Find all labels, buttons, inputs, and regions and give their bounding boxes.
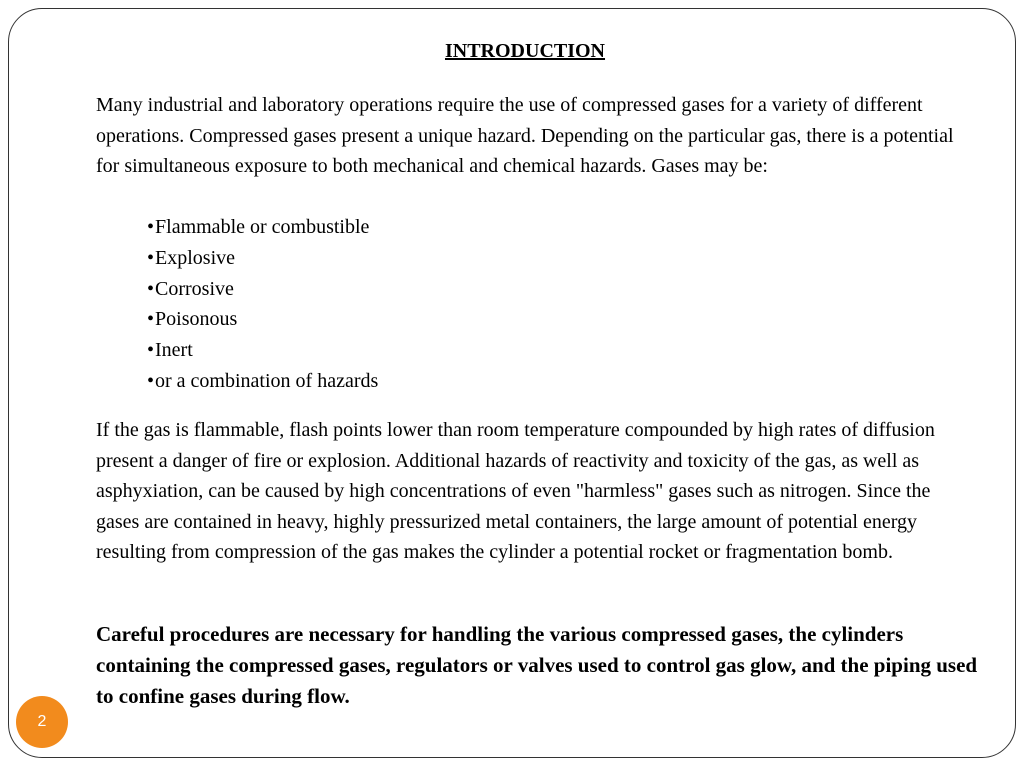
hazard-list xyxy=(147,212,378,397)
emphasis-paragraph: Careful procedures are necessary for handling the various compressed gases, the cylinders containing the compressed gases, regulators or valves used to control gas glow, and the piping used to confine gases during flow. xyxy=(96,622,978,708)
flammable-paragraph: If the gas is flammable, flash points lower than room temperature compounded by high rates of diffusion present a danger of fire or explosion. Additional hazards of reactivity and toxicity of the gas, as well as asphyxiation, can be caused by high concentrations of even "harmless" gases such as nitrogen. Since the gases are contained in heavy, highly pressurized metal containers, the large amount of potential energy resulting from compression of the gas makes the cylinder a potential rocket or fragmentation bomb. xyxy=(96,419,935,564)
intro-paragraph: Many industrial and laboratory operations require the use of compressed gases for a variety of different operations. Compressed gases present a unique hazard. Depending on the particular gas, there is a potential for simultaneous exposure to both mechanical and chemical hazards. Gases may be: xyxy=(96,94,954,178)
page-number-badge xyxy=(16,696,68,748)
hazard-item-inert: • Inert xyxy=(147,335,378,366)
slide-title: INTRODUCTION xyxy=(444,40,606,62)
hazard-item-explosive: • Explosive xyxy=(147,243,378,274)
hazard-item-poisonous: • Poisonous xyxy=(147,304,378,335)
hazard-item-combination: • or a combination of hazards xyxy=(147,366,378,397)
page-number: 2 xyxy=(37,713,47,730)
hazard-item-corrosive: • Corrosive xyxy=(147,274,378,305)
hazard-item-flammable: • Flammable or combustible xyxy=(147,212,378,243)
